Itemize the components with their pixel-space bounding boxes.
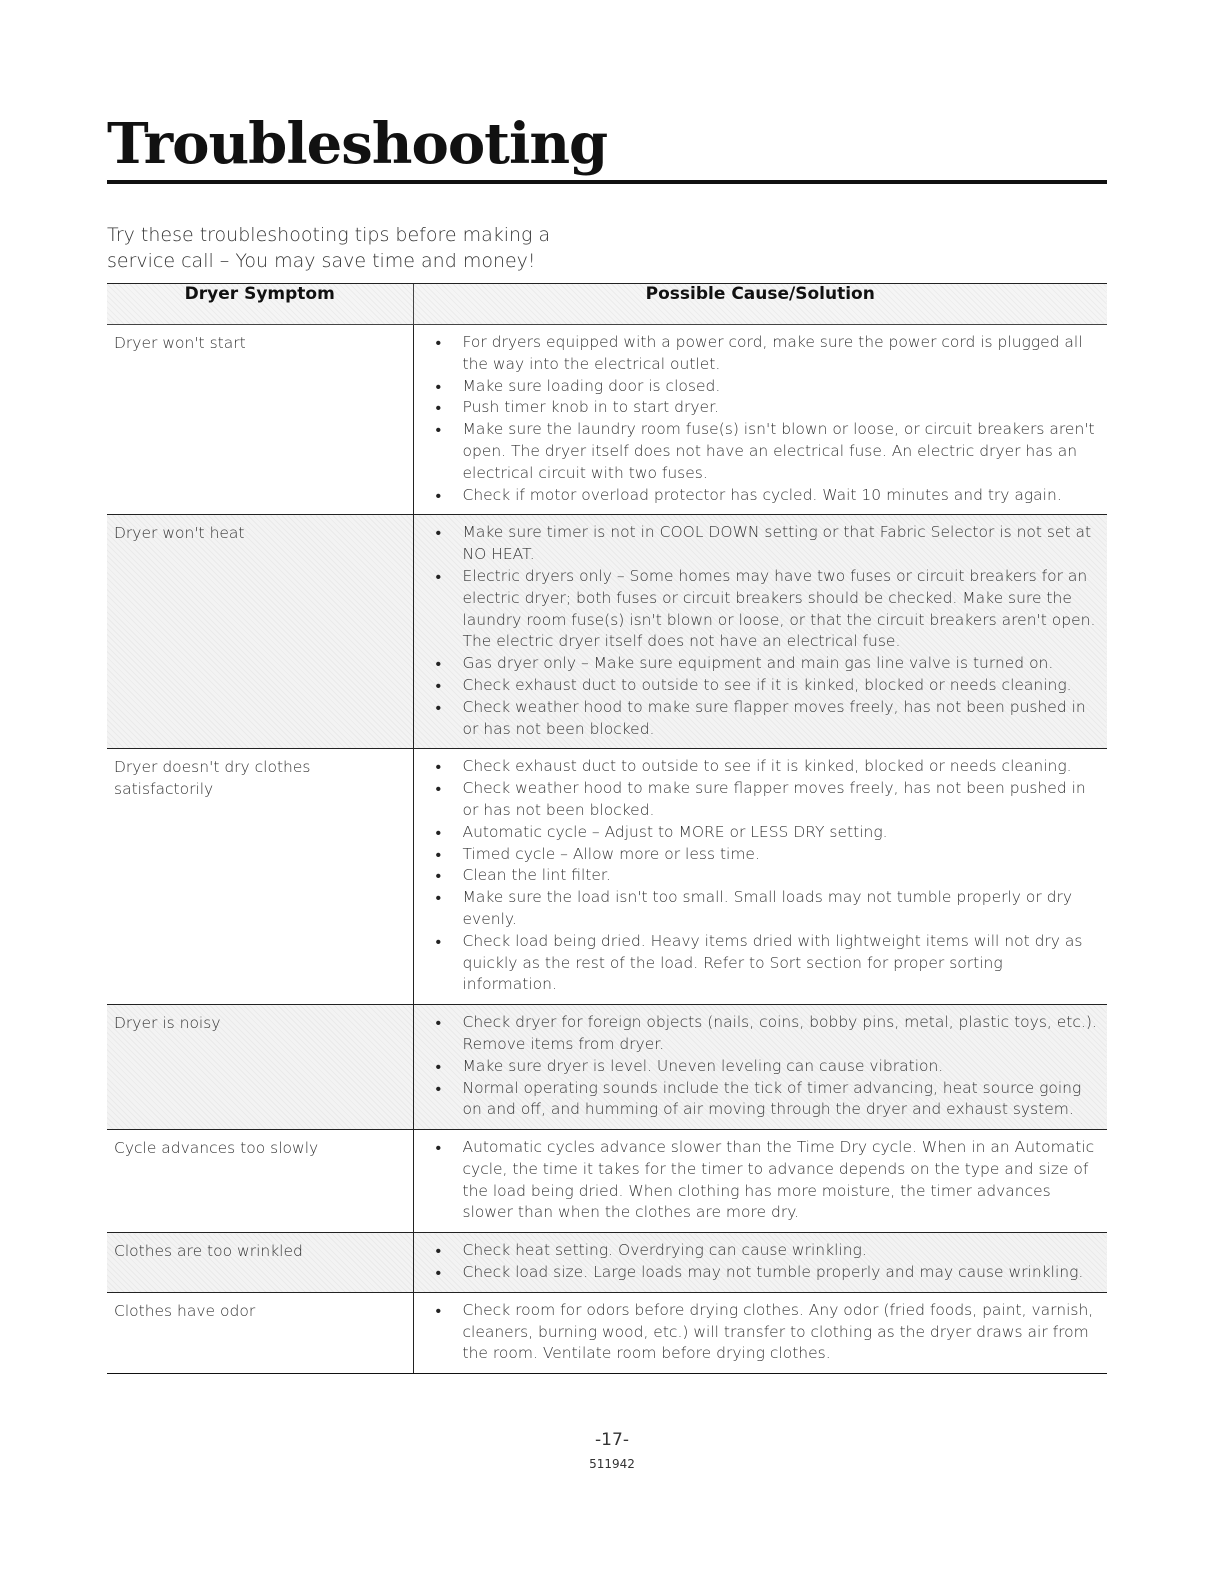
solution-list [463, 1012, 1102, 1121]
solution-item: • Electric dryers only – Some homes may have two fuses or circuit breakers for an electric dryer; both fuses or circuit breakers should be checked. Make sure the laundry room fuse(s) isn't blown or loose, or that the circuit breakers aren't open. The electric dryer itself does not have an electrical fuse. [463, 566, 1102, 653]
troubleshooting-table [107, 283, 1107, 1374]
solution-item: • Check heat setting. Overdrying can cause wrinkling. [463, 1240, 1102, 1262]
symptom-cell: Clothes have odor [107, 1292, 413, 1373]
solution-item: • Push timer knob in to start dryer. [463, 397, 1102, 419]
symptom-cell: Dryer doesn't dry clothes satisfactorily [107, 749, 413, 1005]
table-body [107, 325, 1107, 1374]
table-row [107, 515, 1107, 749]
solution-list [463, 756, 1102, 996]
solution-list [463, 1137, 1102, 1224]
solution-item: • For dryers equipped with a power cord, make sure the power cord is plugged all the way into the electrical outlet. [463, 332, 1102, 376]
solution-item: • Normal operating sounds include the tick of timer advancing, heat source going on and off, and humming of air moving through the dryer and exhaust system. [463, 1078, 1102, 1122]
solution-item: • Check load size. Large loads may not tumble properly and may cause wrinkling. [463, 1262, 1102, 1284]
symptom-cell: Dryer won't start [107, 325, 413, 515]
solution-item: • Automatic cycles advance slower than the Time Dry cycle. When in an Automatic cycle, the time it takes for the timer to advance depends on the type and size of the load being dried. When clothing has more moisture, the timer advances slower than when the clothes are more dry. [463, 1137, 1102, 1224]
symptom-cell: Dryer is noisy [107, 1005, 413, 1130]
solution-item: • Timed cycle – Allow more or less time. [463, 844, 1102, 866]
solution-item: • Check weather hood to make sure flapper moves freely, has not been pushed in or has not been blocked. [463, 697, 1102, 741]
solution-item: • Gas dryer only – Make sure equipment and main gas line valve is turned on. [463, 653, 1102, 675]
symptom-cell: Dryer won't heat [107, 515, 413, 749]
solution-item: • Check load being dried. Heavy items dried with lightweight items will not dry as quickly as the rest of the load. Refer to Sort section for proper sorting information. [463, 931, 1102, 996]
solution-item: • Check exhaust duct to outside to see if it is kinked, blocked or needs cleaning. [463, 675, 1102, 697]
solution-item: • Make sure the load isn't too small. Small loads may not tumble properly or dry evenly. [463, 887, 1102, 931]
table-row [107, 325, 1107, 515]
solution-item: • Make sure dryer is level. Uneven leveling can cause vibration. [463, 1056, 1102, 1078]
table-header-row [107, 284, 1107, 325]
solution-cell [413, 1292, 1107, 1373]
symptom-cell: Clothes are too wrinkled [107, 1233, 413, 1293]
solution-list [463, 1300, 1102, 1365]
solution-item: • Check exhaust duct to outside to see if it is kinked, blocked or needs cleaning. [463, 756, 1102, 778]
header-possible-cause-solution: Possible Cause/Solution [413, 284, 1107, 325]
table-row [107, 749, 1107, 1005]
solution-cell [413, 1130, 1107, 1233]
solution-cell [413, 749, 1107, 1005]
solution-cell [413, 515, 1107, 749]
solution-cell [413, 325, 1107, 515]
table-row [107, 1292, 1107, 1373]
solution-list [463, 1240, 1102, 1284]
intro-line-2: service call – You may save time and money! [107, 250, 536, 272]
header-dryer-symptom: Dryer Symptom [107, 284, 413, 325]
table-row [107, 1233, 1107, 1293]
table-row [107, 1005, 1107, 1130]
page-number: -17- [595, 1430, 629, 1450]
solution-item: • Clean the lint filter. [463, 865, 1102, 887]
solution-item: • Check dryer for foreign objects (nails, coins, bobby pins, metal, plastic toys, etc.). Remove items from dryer. [463, 1012, 1102, 1056]
document-number: 511942 [589, 1457, 635, 1471]
page-title: Troubleshooting [107, 111, 608, 177]
solution-item: • Check if motor overload protector has cycled. Wait 10 minutes and try again. [463, 485, 1102, 507]
solution-list [463, 522, 1102, 740]
solution-cell [413, 1005, 1107, 1130]
intro-text [107, 222, 707, 274]
title-rule [107, 180, 1107, 184]
solution-item: • Check weather hood to make sure flapper moves freely, has not been pushed in or has not been blocked. [463, 778, 1102, 822]
solution-item: • Make sure the laundry room fuse(s) isn't blown or loose, or circuit breakers aren't open. The dryer itself does not have an electrical fuse. An electric dryer has an electrical circuit with two fuses. [463, 419, 1102, 484]
solution-item: • Check room for odors before drying clothes. Any odor (fried foods, paint, varnish, cleaners, burning wood, etc.) will transfer to clothing as the dryer draws air from the room. Ventilate room before drying clothes. [463, 1300, 1102, 1365]
symptom-cell: Cycle advances too slowly [107, 1130, 413, 1233]
table-row [107, 1130, 1107, 1233]
intro-line-1: Try these troubleshooting tips before making a [107, 224, 551, 246]
solution-list [463, 332, 1102, 506]
solution-item: • Make sure loading door is closed. [463, 376, 1102, 398]
solution-cell [413, 1233, 1107, 1293]
solution-item: • Automatic cycle – Adjust to MORE or LESS DRY setting. [463, 822, 1102, 844]
solution-item: • Make sure timer is not in COOL DOWN setting or that Fabric Selector is not set at NO HEAT. [463, 522, 1102, 566]
